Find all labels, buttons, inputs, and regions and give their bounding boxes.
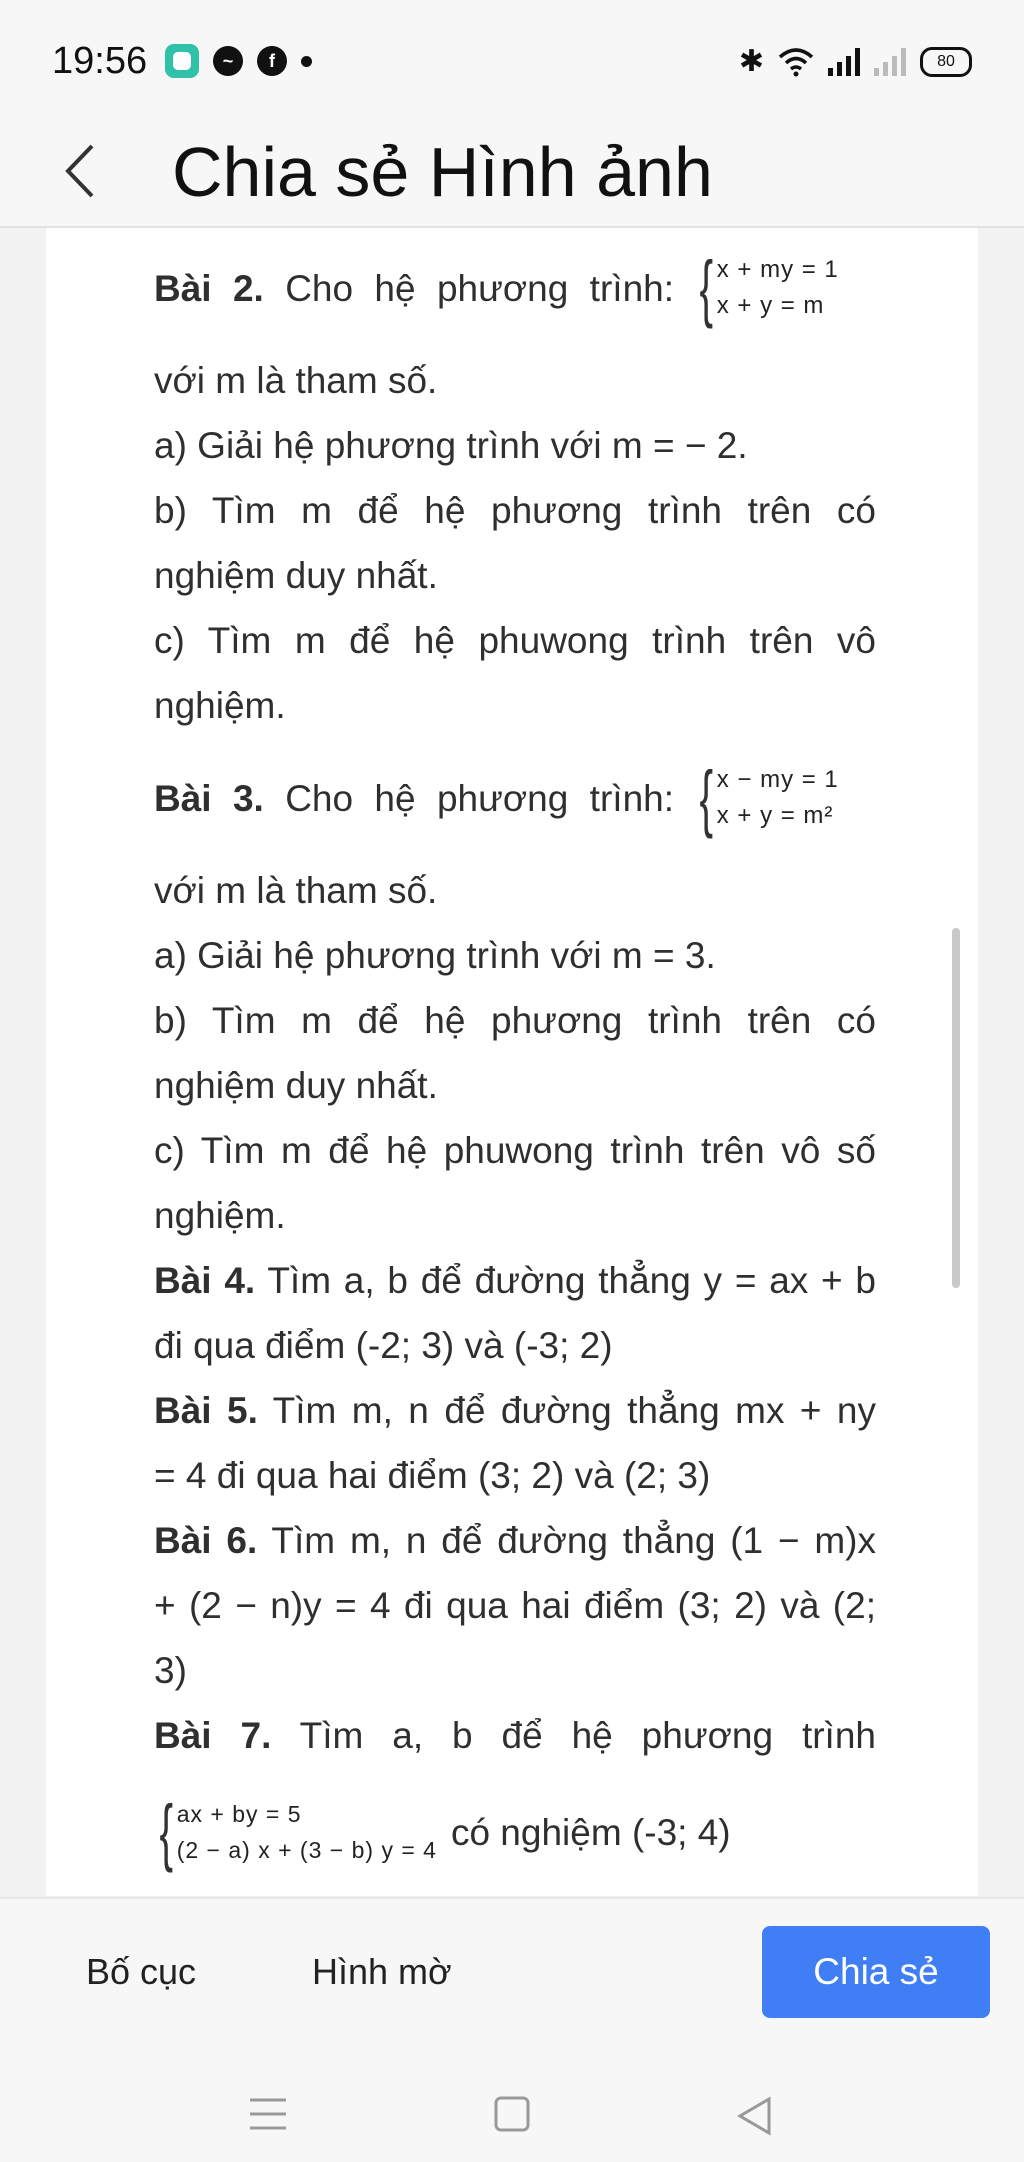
bai6-line1 bbox=[154, 1508, 876, 1573]
notification-icons bbox=[165, 44, 312, 78]
bai5-line2: = 4 đi qua hai điểm (3; 2) và (2; 3) bbox=[154, 1455, 711, 1496]
bai3-line: nghiệm. bbox=[154, 1195, 286, 1236]
bai5-line1 bbox=[154, 1378, 876, 1443]
wifi-icon bbox=[778, 47, 814, 77]
bai3-line: a) Giải hệ phương trình với m = 3. bbox=[154, 935, 716, 976]
bai2-line: a) Giải hệ phương trình với m = − 2. bbox=[154, 425, 748, 466]
bai7-system-row bbox=[154, 1772, 876, 1892]
bai2-heading bbox=[154, 228, 876, 348]
bluetooth-icon: ✱ bbox=[738, 45, 764, 78]
bai3-label: Bài 3. bbox=[154, 777, 264, 819]
brace-icon: { bbox=[699, 756, 714, 839]
bai2-line: c) Tìm m để hệ phuwong trình trên vô bbox=[154, 620, 876, 661]
bai6-line2: + (2 − n)y = 4 đi qua hai điểm (3; 2) và (2; bbox=[154, 1585, 876, 1626]
bai7-label: Bài 7. bbox=[154, 1715, 272, 1756]
page-title: Chia sẻ Hình ảnh bbox=[172, 133, 713, 211]
bai7-eq2: (2 − a) x + (3 − b) y = 4 bbox=[176, 1837, 437, 1863]
bai2-intro: Cho hệ phương trình: bbox=[285, 267, 674, 309]
bai3-heading bbox=[154, 738, 876, 858]
bai6-label: Bài 6. bbox=[154, 1520, 258, 1561]
status-bar bbox=[0, 0, 1024, 120]
bai2-line: với m là tham số. bbox=[154, 360, 438, 401]
battery-icon: 80 bbox=[920, 47, 972, 77]
bai2-system bbox=[694, 246, 839, 329]
bai7-eq1: ax + by = 5 bbox=[176, 1801, 302, 1827]
bai4-line2: đi qua điểm (-2; 3) và (-3; 2) bbox=[154, 1325, 613, 1366]
bai3-system bbox=[694, 756, 839, 839]
bai7-tail: có nghiệm (-3; 4) bbox=[450, 1811, 731, 1853]
system-icons bbox=[739, 44, 972, 79]
bai2-label: Bài 2. bbox=[154, 267, 264, 309]
bai4-label: Bài 4. bbox=[154, 1260, 256, 1301]
bai6-line3: 3) bbox=[154, 1650, 187, 1691]
signal-off-icon bbox=[874, 48, 906, 76]
bai3-line: với m là tham số. bbox=[154, 870, 438, 911]
bai7-line1 bbox=[154, 1703, 876, 1768]
bottom-action-bar bbox=[0, 1897, 1024, 2069]
home-icon[interactable] bbox=[494, 2096, 530, 2132]
layout-button[interactable]: Bố cục bbox=[86, 1951, 197, 1992]
status-time: 19:56 bbox=[52, 40, 148, 82]
scrollbar[interactable] bbox=[952, 928, 960, 1288]
bai3-intro: Cho hệ phương trình: bbox=[285, 777, 674, 819]
bai2-eq2: x + y = m bbox=[716, 292, 825, 319]
bai5-label: Bài 5. bbox=[154, 1390, 258, 1431]
bai5-text: Tìm m, n để đường thẳng mx + ny bbox=[272, 1390, 876, 1431]
bai7-system bbox=[154, 1790, 437, 1873]
messenger-icon: ~ bbox=[213, 46, 243, 76]
app-notification-icon bbox=[165, 44, 199, 78]
shared-image bbox=[46, 228, 978, 1896]
bai6-text: Tìm m, n để đường thẳng (1 − m)x bbox=[271, 1520, 877, 1561]
share-button[interactable]: Chia sẻ bbox=[762, 1926, 990, 2018]
back-icon[interactable] bbox=[56, 138, 106, 204]
bai2-line: b) Tìm m để hệ phương trình trên có bbox=[154, 490, 876, 531]
bai4-text: Tìm a, b để đường thẳng y = ax + b bbox=[267, 1260, 876, 1301]
watermark-button[interactable]: Hình mờ bbox=[312, 1951, 452, 1992]
system-nav-bar bbox=[0, 2066, 1024, 2162]
bai3-line: c) Tìm m để hệ phuwong trình trên vô số bbox=[154, 1130, 876, 1171]
back-nav-icon[interactable] bbox=[736, 2096, 772, 2136]
bai3-line: nghiệm duy nhất. bbox=[154, 1065, 438, 1106]
bai4-line1 bbox=[154, 1248, 876, 1313]
bai2-eq1: x + my = 1 bbox=[716, 256, 839, 283]
facebook-icon: f bbox=[257, 46, 287, 76]
menu-icon[interactable] bbox=[248, 2096, 288, 2132]
exercise-text bbox=[154, 228, 876, 1892]
signal-icon bbox=[828, 48, 860, 76]
header bbox=[0, 120, 1024, 228]
bai7-text: Tìm a, b để hệ phương trình bbox=[299, 1715, 876, 1756]
more-notifications-icon bbox=[301, 56, 312, 67]
bai3-eq2: x + y = m² bbox=[716, 802, 834, 829]
bai3-line: b) Tìm m để hệ phương trình trên có bbox=[154, 1000, 876, 1041]
bai3-eq1: x − my = 1 bbox=[716, 766, 839, 793]
bai2-line: nghiệm. bbox=[154, 685, 286, 726]
brace-icon: { bbox=[159, 1790, 174, 1873]
brace-icon: { bbox=[699, 246, 714, 329]
bai2-line: nghiệm duy nhất. bbox=[154, 555, 438, 596]
